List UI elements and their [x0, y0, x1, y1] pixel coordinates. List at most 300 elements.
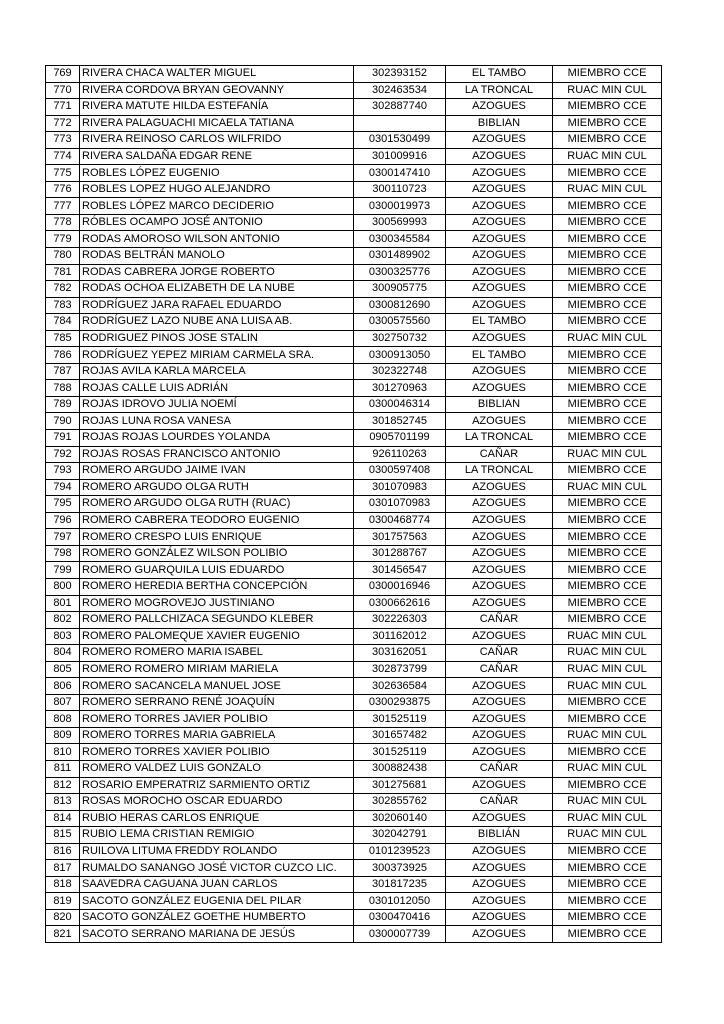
id-number: 0300575560: [354, 314, 446, 331]
id-number: 0300325776: [354, 264, 446, 281]
affiliation: RUAC MIN CUL: [553, 82, 662, 99]
affiliation: RUAC MIN CUL: [553, 810, 662, 827]
id-number: 0300046314: [354, 396, 446, 413]
table-row: [46, 760, 662, 777]
member-name: SACOTO SERRANO MARIANA DE JESÚS: [80, 926, 354, 943]
affiliation: MIEMBRO CCE: [553, 463, 662, 480]
city: AZOGUES: [446, 231, 553, 248]
id-number: 301275681: [354, 777, 446, 794]
city: CAÑAR: [446, 612, 553, 629]
city: CAÑAR: [446, 760, 553, 777]
id-number: 300882438: [354, 760, 446, 777]
id-number: 303162051: [354, 645, 446, 662]
id-number: 301456547: [354, 562, 446, 579]
row-number: 784: [46, 314, 80, 331]
member-name: ROMERO ARGUDO JAIME IVAN: [80, 463, 354, 480]
member-name: ROSAS MOROCHO OSCAR EDUARDO: [80, 794, 354, 811]
city: AZOGUES: [446, 165, 553, 182]
row-number: 780: [46, 248, 80, 265]
row-number: 786: [46, 347, 80, 364]
city: AZOGUES: [446, 99, 553, 116]
member-name: RIVERA CORDOVA BRYAN GEOVANNY: [80, 82, 354, 99]
city: AZOGUES: [446, 264, 553, 281]
table-row: [46, 297, 662, 314]
id-number: 301852745: [354, 413, 446, 430]
id-number: 0300293875: [354, 694, 446, 711]
city: AZOGUES: [446, 363, 553, 380]
table-row: [46, 66, 662, 83]
table-row: [46, 264, 662, 281]
city: AZOGUES: [446, 413, 553, 430]
affiliation: MIEMBRO CCE: [553, 529, 662, 546]
table-row: [46, 396, 662, 413]
affiliation: RUAC MIN CUL: [553, 148, 662, 165]
affiliation: MIEMBRO CCE: [553, 380, 662, 397]
row-number: 775: [46, 165, 80, 182]
city: AZOGUES: [446, 281, 553, 298]
row-number: 816: [46, 843, 80, 860]
member-name: ROJAS AVILA KARLA MARCELA: [80, 363, 354, 380]
city: LA TRONCAL: [446, 430, 553, 447]
affiliation: RUAC MIN CUL: [553, 479, 662, 496]
affiliation: MIEMBRO CCE: [553, 264, 662, 281]
affiliation: RUAC MIN CUL: [553, 678, 662, 695]
id-number: 0300345584: [354, 231, 446, 248]
table-row: [46, 661, 662, 678]
member-name: RODRIGUEZ PINOS JOSE STALIN: [80, 330, 354, 347]
city: AZOGUES: [446, 893, 553, 910]
row-number: 808: [46, 711, 80, 728]
affiliation: RUAC MIN CUL: [553, 727, 662, 744]
roster-body: [46, 66, 662, 943]
member-name: RODAS CABRERA JORGE ROBERTO: [80, 264, 354, 281]
id-number: 302393152: [354, 66, 446, 83]
affiliation: MIEMBRO CCE: [553, 694, 662, 711]
id-number: 302873799: [354, 661, 446, 678]
row-number: 803: [46, 628, 80, 645]
table-row: [46, 545, 662, 562]
table-row: [46, 794, 662, 811]
table-row: [46, 198, 662, 215]
city: AZOGUES: [446, 860, 553, 877]
row-number: 774: [46, 148, 80, 165]
affiliation: MIEMBRO CCE: [553, 496, 662, 513]
id-number: 302887740: [354, 99, 446, 116]
table-row: [46, 909, 662, 926]
affiliation: MIEMBRO CCE: [553, 595, 662, 612]
member-name: RIVERA SALDAÑA EDGAR RENE: [80, 148, 354, 165]
member-name: RIVERA REINOSO CARLOS WILFRIDO: [80, 132, 354, 149]
id-number: 301009916: [354, 148, 446, 165]
row-number: 778: [46, 214, 80, 231]
id-number: 300905775: [354, 281, 446, 298]
member-name: ROMERO ROMERO MIRIAM MARIELA: [80, 661, 354, 678]
id-number: 300110723: [354, 181, 446, 198]
id-number: 926110263: [354, 446, 446, 463]
row-number: 801: [46, 595, 80, 612]
id-number: 0905701199: [354, 430, 446, 447]
id-number: 0300019973: [354, 198, 446, 215]
table-row: [46, 281, 662, 298]
row-number: 817: [46, 860, 80, 877]
id-number: 301162012: [354, 628, 446, 645]
id-number: 0301070983: [354, 496, 446, 513]
member-name: ROMERO HEREDIA BERTHA CONCEPCIÓN: [80, 578, 354, 595]
city: LA TRONCAL: [446, 463, 553, 480]
city: AZOGUES: [446, 214, 553, 231]
row-number: 811: [46, 760, 80, 777]
affiliation: MIEMBRO CCE: [553, 876, 662, 893]
member-name: ROMERO CABRERA TEODORO EUGENIO: [80, 512, 354, 529]
city: AZOGUES: [446, 248, 553, 265]
city: AZOGUES: [446, 181, 553, 198]
table-row: [46, 413, 662, 430]
city: AZOGUES: [446, 198, 553, 215]
affiliation: MIEMBRO CCE: [553, 777, 662, 794]
table-row: [46, 843, 662, 860]
id-number: 0300470416: [354, 909, 446, 926]
table-row: [46, 148, 662, 165]
row-number: 791: [46, 430, 80, 447]
city: AZOGUES: [446, 777, 553, 794]
member-name: SAAVEDRA CAGUANA JUAN CARLOS: [80, 876, 354, 893]
member-name: RIVERA PALAGUACHI MICAELA TATIANA: [80, 115, 354, 132]
table-row: [46, 165, 662, 182]
affiliation: RUAC MIN CUL: [553, 181, 662, 198]
affiliation: RUAC MIN CUL: [553, 330, 662, 347]
table-row: [46, 132, 662, 149]
row-number: 773: [46, 132, 80, 149]
row-number: 818: [46, 876, 80, 893]
table-row: [46, 529, 662, 546]
table-row: [46, 115, 662, 132]
row-number: 821: [46, 926, 80, 943]
city: AZOGUES: [446, 843, 553, 860]
city: AZOGUES: [446, 578, 553, 595]
row-number: 781: [46, 264, 80, 281]
member-name: ROMERO ARGUDO OLGA RUTH: [80, 479, 354, 496]
member-name: RODRÍGUEZ LAZO NUBE ANA LUISA AB.: [80, 314, 354, 331]
affiliation: RUAC MIN CUL: [553, 827, 662, 844]
row-number: 779: [46, 231, 80, 248]
member-name: ROJAS ROJAS LOURDES YOLANDA: [80, 430, 354, 447]
table-row: [46, 562, 662, 579]
city: EL TAMBO: [446, 314, 553, 331]
member-name: RODRÍGUEZ YEPEZ MIRIAM CARMELA SRA.: [80, 347, 354, 364]
row-number: 792: [46, 446, 80, 463]
affiliation: MIEMBRO CCE: [553, 99, 662, 116]
row-number: 783: [46, 297, 80, 314]
table-row: [46, 380, 662, 397]
id-number: 301757563: [354, 529, 446, 546]
table-row: [46, 678, 662, 695]
city: AZOGUES: [446, 132, 553, 149]
affiliation: MIEMBRO CCE: [553, 297, 662, 314]
affiliation: MIEMBRO CCE: [553, 430, 662, 447]
city: AZOGUES: [446, 595, 553, 612]
row-number: 813: [46, 794, 80, 811]
affiliation: MIEMBRO CCE: [553, 363, 662, 380]
member-name: ROMERO GONZÁLEZ WILSON POLIBIO: [80, 545, 354, 562]
city: AZOGUES: [446, 479, 553, 496]
member-name: ROMERO MOGROVEJO JUSTINIANO: [80, 595, 354, 612]
affiliation: MIEMBRO CCE: [553, 314, 662, 331]
row-number: 770: [46, 82, 80, 99]
city: BIBLIAN: [446, 115, 553, 132]
city: CAÑAR: [446, 645, 553, 662]
row-number: 793: [46, 463, 80, 480]
member-name: ROMERO SERRANO RENÉ JOAQUÍN: [80, 694, 354, 711]
member-name: ROMERO CRESPO LUIS ENRIQUE: [80, 529, 354, 546]
id-number: 302060140: [354, 810, 446, 827]
id-number: 301817235: [354, 876, 446, 893]
table-row: [46, 430, 662, 447]
id-number: 0300016946: [354, 578, 446, 595]
table-row: [46, 314, 662, 331]
affiliation: MIEMBRO CCE: [553, 248, 662, 265]
affiliation: RUAC MIN CUL: [553, 794, 662, 811]
city: EL TAMBO: [446, 66, 553, 83]
table-row: [46, 248, 662, 265]
affiliation: MIEMBRO CCE: [553, 512, 662, 529]
city: CAÑAR: [446, 794, 553, 811]
table-row: [46, 330, 662, 347]
affiliation: MIEMBRO CCE: [553, 231, 662, 248]
member-name: RUBIO HERAS CARLOS ENRIQUE: [80, 810, 354, 827]
row-number: 798: [46, 545, 80, 562]
id-number: 302042791: [354, 827, 446, 844]
id-number: 302322748: [354, 363, 446, 380]
city: LA TRONCAL: [446, 82, 553, 99]
city: AZOGUES: [446, 727, 553, 744]
affiliation: MIEMBRO CCE: [553, 893, 662, 910]
member-name: SACOTO GONZÁLEZ GOETHE HUMBERTO: [80, 909, 354, 926]
affiliation: MIEMBRO CCE: [553, 860, 662, 877]
affiliation: MIEMBRO CCE: [553, 744, 662, 761]
city: AZOGUES: [446, 297, 553, 314]
member-name: ROMERO SACANCELA MANUEL JOSE: [80, 678, 354, 695]
id-number: 301070983: [354, 479, 446, 496]
affiliation: MIEMBRO CCE: [553, 562, 662, 579]
city: CAÑAR: [446, 661, 553, 678]
row-number: 772: [46, 115, 80, 132]
row-number: 797: [46, 529, 80, 546]
member-name: ROMERO TORRES XAVIER POLIBIO: [80, 744, 354, 761]
affiliation: MIEMBRO CCE: [553, 413, 662, 430]
city: AZOGUES: [446, 876, 553, 893]
city: CAÑAR: [446, 446, 553, 463]
id-number: 0301012050: [354, 893, 446, 910]
city: AZOGUES: [446, 628, 553, 645]
roster-table: [45, 65, 662, 943]
member-name: ROMERO TORRES JAVIER POLIBIO: [80, 711, 354, 728]
member-name: ROBLES LÓPEZ MARCO DECIDERIO: [80, 198, 354, 215]
row-number: 806: [46, 678, 80, 695]
member-name: ROBLES LÓPEZ EUGENIO: [80, 165, 354, 182]
member-name: ROMERO ARGUDO OLGA RUTH (RUAC): [80, 496, 354, 513]
member-name: ROSARIO EMPERATRIZ SARMIENTO ORTIZ: [80, 777, 354, 794]
row-number: 782: [46, 281, 80, 298]
id-number: 0300007739: [354, 926, 446, 943]
member-name: ROMERO TORRES MARIA GABRIELA: [80, 727, 354, 744]
table-row: [46, 99, 662, 116]
table-row: [46, 777, 662, 794]
city: AZOGUES: [446, 926, 553, 943]
row-number: 814: [46, 810, 80, 827]
city: AZOGUES: [446, 744, 553, 761]
table-row: [46, 347, 662, 364]
row-number: 815: [46, 827, 80, 844]
member-name: RIVERA CHACA WALTER MIGUEL: [80, 66, 354, 83]
table-row: [46, 214, 662, 231]
affiliation: MIEMBRO CCE: [553, 711, 662, 728]
table-row: [46, 512, 662, 529]
city: AZOGUES: [446, 330, 553, 347]
affiliation: RUAC MIN CUL: [553, 446, 662, 463]
row-number: 805: [46, 661, 80, 678]
affiliation: MIEMBRO CCE: [553, 347, 662, 364]
table-row: [46, 645, 662, 662]
affiliation: RUAC MIN CUL: [553, 628, 662, 645]
row-number: 807: [46, 694, 80, 711]
affiliation: RUAC MIN CUL: [553, 760, 662, 777]
affiliation: MIEMBRO CCE: [553, 843, 662, 860]
id-number: 300373925: [354, 860, 446, 877]
member-name: ROMERO GUARQUILA LUIS EDUARDO: [80, 562, 354, 579]
id-number: 301657482: [354, 727, 446, 744]
city: AZOGUES: [446, 512, 553, 529]
affiliation: MIEMBRO CCE: [553, 132, 662, 149]
table-row: [46, 926, 662, 943]
id-number: 302855762: [354, 794, 446, 811]
row-number: 771: [46, 99, 80, 116]
id-number: 0300597408: [354, 463, 446, 480]
city: AZOGUES: [446, 545, 553, 562]
affiliation: MIEMBRO CCE: [553, 545, 662, 562]
member-name: RODAS BELTRÁN MANOLO: [80, 248, 354, 265]
affiliation: MIEMBRO CCE: [553, 115, 662, 132]
affiliation: MIEMBRO CCE: [553, 926, 662, 943]
table-row: [46, 893, 662, 910]
table-row: [46, 810, 662, 827]
city: BIBLIÁN: [446, 827, 553, 844]
table-row: [46, 744, 662, 761]
table-row: [46, 628, 662, 645]
city: AZOGUES: [446, 380, 553, 397]
table-row: [46, 463, 662, 480]
id-number: 300569993: [354, 214, 446, 231]
table-row: [46, 181, 662, 198]
row-number: 776: [46, 181, 80, 198]
city: BIBLIAN: [446, 396, 553, 413]
row-number: 804: [46, 645, 80, 662]
city: AZOGUES: [446, 694, 553, 711]
table-row: [46, 578, 662, 595]
row-number: 820: [46, 909, 80, 926]
id-number: 0300913050: [354, 347, 446, 364]
id-number: 0300468774: [354, 512, 446, 529]
table-row: [46, 711, 662, 728]
id-number: 0301489902: [354, 248, 446, 265]
member-name: SACOTO GONZÁLEZ EUGENIA DEL PILAR: [80, 893, 354, 910]
table-row: [46, 876, 662, 893]
affiliation: MIEMBRO CCE: [553, 396, 662, 413]
id-number: 0300662616: [354, 595, 446, 612]
table-row: [46, 727, 662, 744]
row-number: 794: [46, 479, 80, 496]
table-row: [46, 694, 662, 711]
affiliation: MIEMBRO CCE: [553, 66, 662, 83]
affiliation: MIEMBRO CCE: [553, 909, 662, 926]
row-number: 812: [46, 777, 80, 794]
affiliation: MIEMBRO CCE: [553, 198, 662, 215]
id-number: 302226303: [354, 612, 446, 629]
member-name: ROMERO PALLCHIZACA SEGUNDO KLEBER: [80, 612, 354, 629]
row-number: 802: [46, 612, 80, 629]
id-number: 0300812690: [354, 297, 446, 314]
affiliation: MIEMBRO CCE: [553, 578, 662, 595]
affiliation: MIEMBRO CCE: [553, 612, 662, 629]
table-row: [46, 827, 662, 844]
member-name: RODAS OCHOA ELIZABETH DE LA NUBE: [80, 281, 354, 298]
row-number: 788: [46, 380, 80, 397]
member-name: RIVERA MATUTE HILDA ESTEFANÍA: [80, 99, 354, 116]
affiliation: MIEMBRO CCE: [553, 281, 662, 298]
city: AZOGUES: [446, 529, 553, 546]
id-number: 302463534: [354, 82, 446, 99]
row-number: 810: [46, 744, 80, 761]
city: AZOGUES: [446, 678, 553, 695]
affiliation: RUAC MIN CUL: [553, 661, 662, 678]
row-number: 799: [46, 562, 80, 579]
table-row: [46, 446, 662, 463]
row-number: 789: [46, 396, 80, 413]
row-number: 787: [46, 363, 80, 380]
member-name: ROMERO PALOMEQUE XAVIER EUGENIO: [80, 628, 354, 645]
row-number: 777: [46, 198, 80, 215]
row-number: 795: [46, 496, 80, 513]
id-number: 301525119: [354, 744, 446, 761]
city: AZOGUES: [446, 496, 553, 513]
id-number: 301270963: [354, 380, 446, 397]
city: AZOGUES: [446, 711, 553, 728]
city: EL TAMBO: [446, 347, 553, 364]
member-name: ROJAS IDROVO JULIA NOEMÍ: [80, 396, 354, 413]
row-number: 800: [46, 578, 80, 595]
table-row: [46, 860, 662, 877]
table-row: [46, 496, 662, 513]
member-name: ROMERO VALDEZ LUIS GONZALO: [80, 760, 354, 777]
member-name: ROJAS LUNA ROSA VANESA: [80, 413, 354, 430]
id-number: 302750732: [354, 330, 446, 347]
member-name: RUBIO LEMA CRISTIAN REMIGIO: [80, 827, 354, 844]
row-number: 769: [46, 66, 80, 83]
id-number: 301525119: [354, 711, 446, 728]
id-number: 0300147410: [354, 165, 446, 182]
member-name: RUILOVA LITUMA FREDDY ROLANDO: [80, 843, 354, 860]
row-number: 809: [46, 727, 80, 744]
table-row: [46, 231, 662, 248]
table-row: [46, 595, 662, 612]
city: AZOGUES: [446, 810, 553, 827]
member-name: ROJAS ROSAS FRANCISCO ANTONIO: [80, 446, 354, 463]
row-number: 790: [46, 413, 80, 430]
row-number: 819: [46, 893, 80, 910]
member-name: RODRÍGUEZ JARA RAFAEL EDUARDO: [80, 297, 354, 314]
city: AZOGUES: [446, 148, 553, 165]
table-row: [46, 82, 662, 99]
city: AZOGUES: [446, 909, 553, 926]
